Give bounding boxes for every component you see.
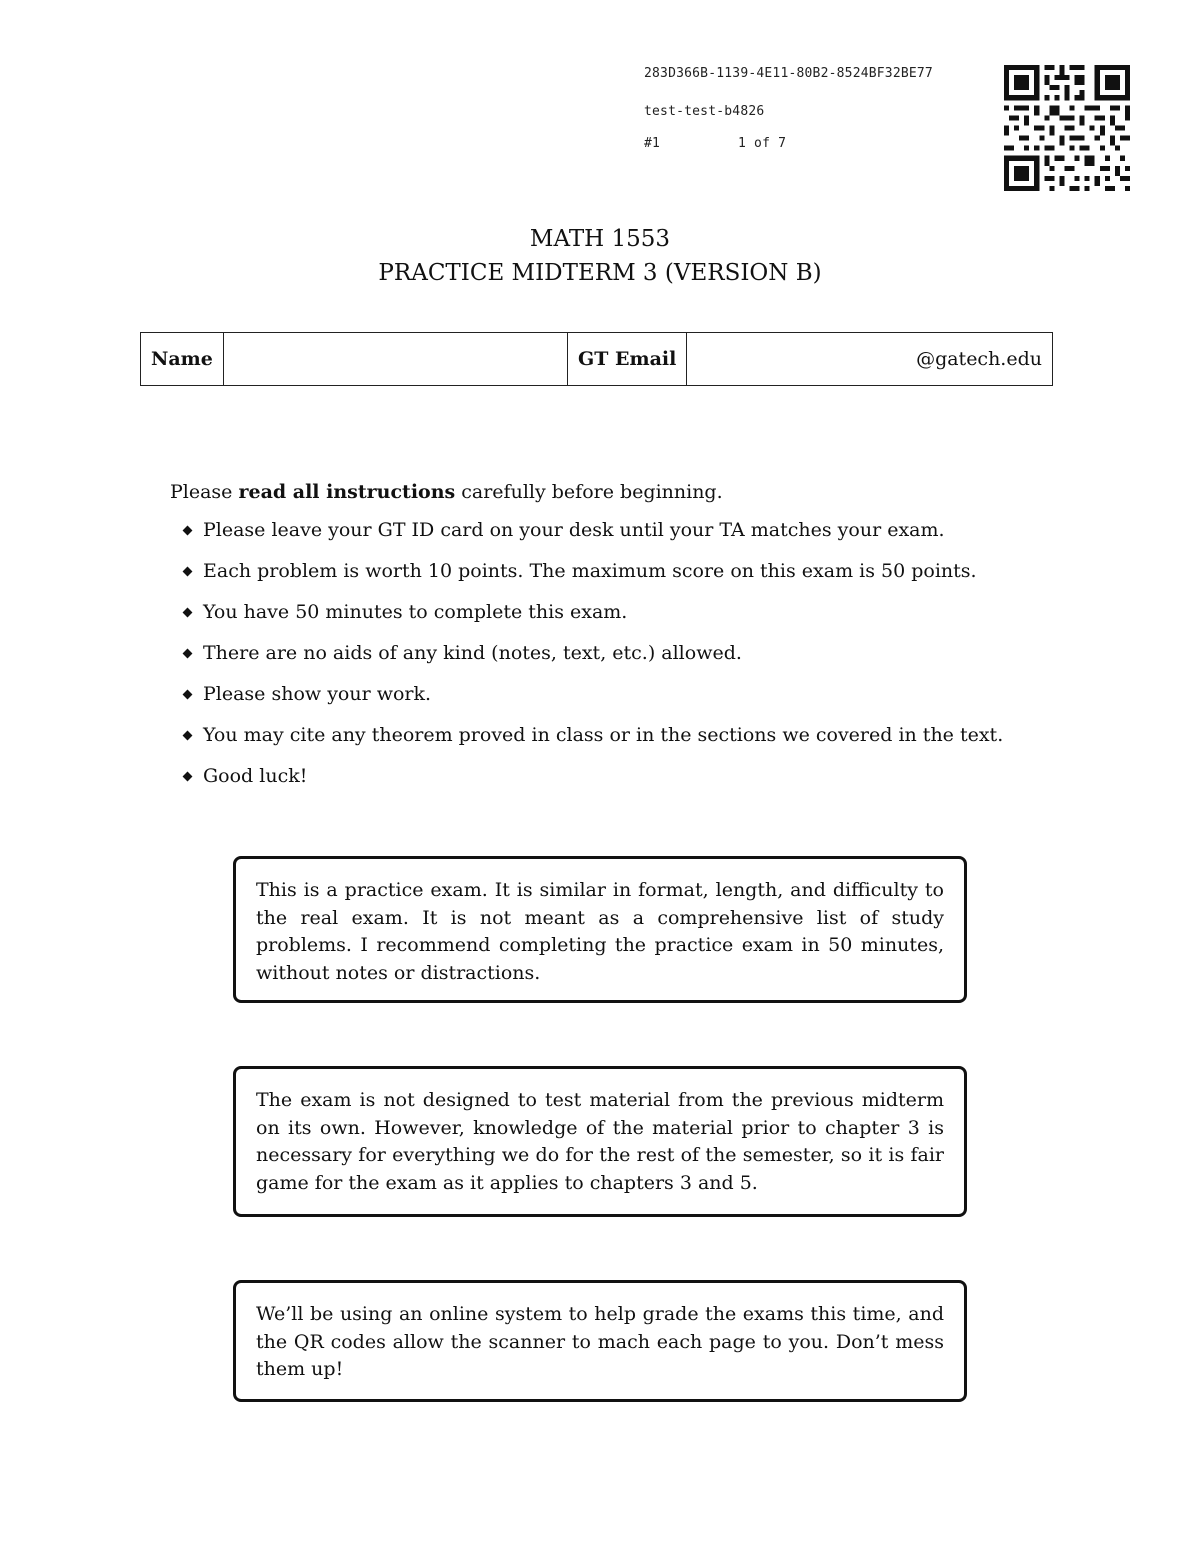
instructions	[170, 477, 1070, 802]
list-item: You have 50 minutes to complete this exam.	[170, 597, 1070, 638]
instruction-list	[170, 515, 1070, 802]
page-indicator: 1 of 7	[738, 136, 787, 151]
list-item: Good luck!	[170, 761, 1070, 802]
bullet-icon	[183, 526, 193, 536]
intro-suffix: carefully before beginning.	[455, 481, 723, 503]
email-domain: @gatech.edu	[916, 348, 1042, 370]
bullet-icon	[183, 731, 193, 741]
list-item: There are no aids of any kind (notes, text, etc.) allowed.	[170, 638, 1070, 679]
list-item: Each problem is worth 10 points. The maximum score on this exam is 50 points.	[170, 556, 1070, 597]
instructions-intro	[170, 477, 1070, 507]
exam-code: test-test-b4826	[644, 104, 765, 119]
name-label: Name	[141, 333, 224, 386]
email-label: GT Email	[568, 333, 687, 386]
list-item: Please leave your GT ID card on your desk until your TA matches your exam.	[170, 515, 1070, 556]
bullet-icon	[183, 567, 193, 577]
name-field[interactable]	[224, 333, 568, 386]
intro-emphasis: read all instructions	[238, 481, 456, 503]
list-item: You may cite any theorem proved in class or in the sections we covered in the text.	[170, 720, 1070, 761]
exam-uuid: 283D366B-1139-4E11-80B2-8524BF32BE77	[644, 66, 933, 81]
bullet-icon	[183, 772, 193, 782]
exam-name: PRACTICE MIDTERM 3 (VERSION B)	[378, 260, 822, 286]
material-coverage-note: The exam is not designed to test material from the previous midterm on its own. However, knowledge of the material prior to chapter 3 is necessary for everything we do for the rest of the semester, so it is fair game for the exam as it applies to chapters 3 and 5.	[233, 1066, 967, 1217]
copy-number: #1	[644, 136, 661, 151]
bullet-icon	[183, 690, 193, 700]
practice-exam-note: This is a practice exam. It is similar in format, length, and difficulty to the real exam. It is not meant as a comprehensive list of study problems. I recommend completing the practice exam in 50 minutes, without notes or distractions.	[233, 856, 967, 1003]
email-field[interactable]	[687, 333, 1053, 386]
qr-code-icon	[1004, 65, 1130, 191]
student-info-table	[140, 332, 1053, 386]
exam-title	[0, 222, 1200, 290]
list-item: Please show your work.	[170, 679, 1070, 720]
bullet-icon	[183, 608, 193, 618]
course-title: MATH 1553	[529, 226, 671, 252]
intro-prefix: Please	[170, 481, 239, 503]
bullet-icon	[183, 649, 193, 659]
qr-grading-note: We’ll be using an online system to help grade the exams this time, and the QR codes allow the scanner to mach each page to you. Don’t mess them up!	[233, 1280, 967, 1402]
